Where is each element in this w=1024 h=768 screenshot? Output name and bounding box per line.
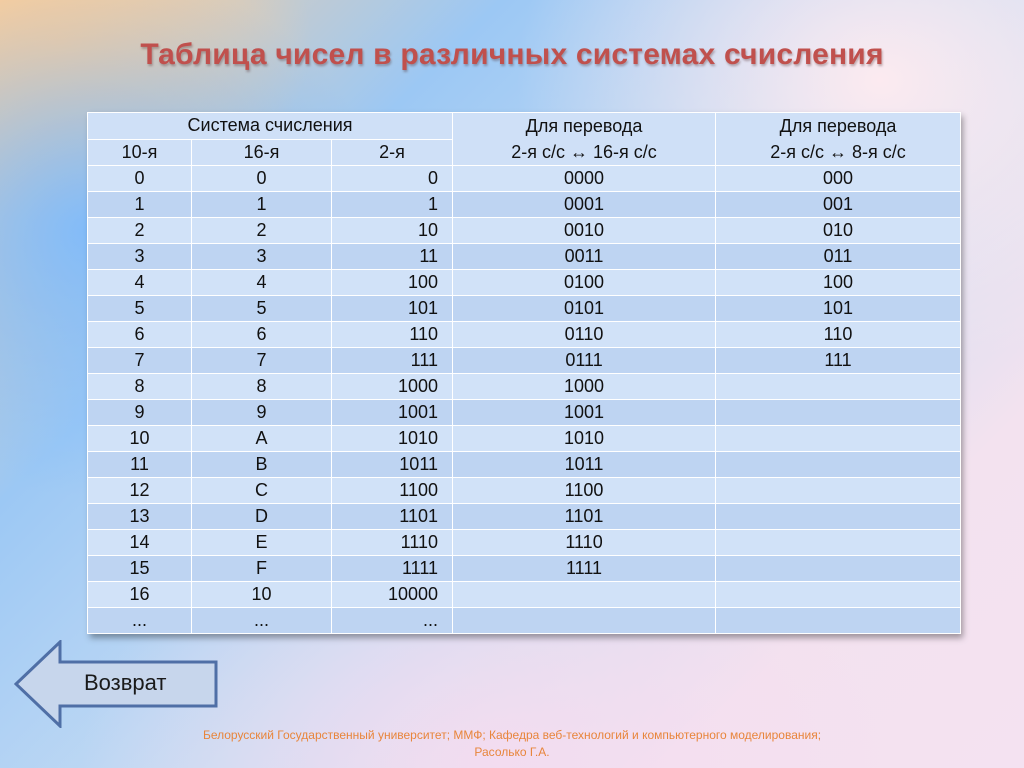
cell-decimal: 16 [88, 582, 192, 608]
cell-decimal: 14 [88, 530, 192, 556]
cell-hex: D [192, 504, 332, 530]
header-row-1 [88, 113, 961, 140]
cell-hex: 7 [192, 348, 332, 374]
cell-binary: 1000 [332, 374, 453, 400]
cell-binary: 1110 [332, 530, 453, 556]
cell-decimal: 15 [88, 556, 192, 582]
cell-decimal: 3 [88, 244, 192, 270]
header-col-decimal: 10-я [88, 139, 192, 166]
footer-line-1: Белорусский Государственный университет; ММФ; Кафедра веб-технологий и компьютерного моделирования; [202, 728, 822, 742]
cell-hex: F [192, 556, 332, 582]
cell-binary: 1101 [332, 504, 453, 530]
cell-binary: 10 [332, 218, 453, 244]
cell-binary: ... [332, 608, 453, 634]
cell-binary: 111 [332, 348, 453, 374]
cell-hex: ... [192, 608, 332, 634]
cell-hex: 6 [192, 322, 332, 348]
cell-decimal: 0 [88, 166, 192, 192]
cell-hex: E [192, 530, 332, 556]
cell-bin-oct-triad: 001 [716, 192, 961, 218]
cell-binary: 1 [332, 192, 453, 218]
table-row [88, 530, 961, 556]
back-button[interactable] [14, 640, 218, 728]
cell-bin-hex-tetrad: 0001 [453, 192, 716, 218]
cell-hex: 8 [192, 374, 332, 400]
table-row [88, 348, 961, 374]
cell-hex: 4 [192, 270, 332, 296]
cell-decimal: 5 [88, 296, 192, 322]
cell-decimal: 9 [88, 400, 192, 426]
cell-decimal: 7 [88, 348, 192, 374]
header-conv-bin-oct [716, 113, 961, 166]
cell-decimal: 2 [88, 218, 192, 244]
table-row [88, 244, 961, 270]
cell-decimal: 8 [88, 374, 192, 400]
cell-hex: 9 [192, 400, 332, 426]
cell-binary: 1111 [332, 556, 453, 582]
cell-binary: 101 [332, 296, 453, 322]
header-number-system: Система счисления [88, 113, 453, 140]
cell-hex: B [192, 452, 332, 478]
header-col-binary: 2-я [332, 139, 453, 166]
header-col-hex: 16-я [192, 139, 332, 166]
cell-bin-oct-triad [716, 426, 961, 452]
cell-bin-hex-tetrad: 0100 [453, 270, 716, 296]
cell-bin-hex-tetrad: 1101 [453, 504, 716, 530]
cell-bin-oct-triad [716, 504, 961, 530]
footer-line-2: Расолько Г.А. [474, 745, 550, 759]
table-row [88, 504, 961, 530]
cell-bin-oct-triad: 100 [716, 270, 961, 296]
table-row [88, 166, 961, 192]
cell-binary: 100 [332, 270, 453, 296]
table-row [88, 608, 961, 634]
table-row [88, 556, 961, 582]
cell-bin-oct-triad: 111 [716, 348, 961, 374]
cell-bin-hex-tetrad [453, 608, 716, 634]
cell-bin-hex-tetrad: 0110 [453, 322, 716, 348]
cell-bin-hex-tetrad: 1001 [453, 400, 716, 426]
cell-bin-hex-tetrad: 1100 [453, 478, 716, 504]
cell-bin-oct-triad: 110 [716, 322, 961, 348]
back-button-label: Возврат [84, 670, 167, 695]
cell-bin-hex-tetrad: 0011 [453, 244, 716, 270]
table-row [88, 296, 961, 322]
cell-bin-oct-triad [716, 608, 961, 634]
cell-hex: 10 [192, 582, 332, 608]
cell-binary: 1001 [332, 400, 453, 426]
cell-bin-oct-triad [716, 400, 961, 426]
cell-binary: 1100 [332, 478, 453, 504]
table-row [88, 452, 961, 478]
cell-hex: C [192, 478, 332, 504]
cell-decimal: 12 [88, 478, 192, 504]
number-systems-table-container [87, 112, 960, 634]
cell-binary: 0 [332, 166, 453, 192]
cell-bin-hex-tetrad: 0101 [453, 296, 716, 322]
cell-decimal: 1 [88, 192, 192, 218]
header-conv-bin-oct-line2: 2-я с/с ↔ 8-я с/с [770, 142, 906, 162]
cell-hex: 3 [192, 244, 332, 270]
cell-bin-oct-triad [716, 556, 961, 582]
footer [0, 727, 1024, 761]
cell-bin-hex-tetrad: 1110 [453, 530, 716, 556]
cell-bin-hex-tetrad: 0111 [453, 348, 716, 374]
cell-bin-oct-triad: 101 [716, 296, 961, 322]
cell-hex: 5 [192, 296, 332, 322]
table-row [88, 322, 961, 348]
cell-bin-oct-triad [716, 582, 961, 608]
cell-bin-oct-triad [716, 530, 961, 556]
cell-bin-hex-tetrad: 0010 [453, 218, 716, 244]
cell-decimal: 11 [88, 452, 192, 478]
table-row [88, 426, 961, 452]
cell-bin-oct-triad: 011 [716, 244, 961, 270]
cell-bin-hex-tetrad: 0000 [453, 166, 716, 192]
number-systems-table [87, 112, 961, 634]
table-row [88, 478, 961, 504]
cell-binary: 1011 [332, 452, 453, 478]
table-row [88, 218, 961, 244]
header-conv-bin-hex [453, 113, 716, 166]
cell-bin-hex-tetrad [453, 582, 716, 608]
table-row [88, 270, 961, 296]
table-row [88, 192, 961, 218]
cell-bin-hex-tetrad: 1000 [453, 374, 716, 400]
cell-decimal: 4 [88, 270, 192, 296]
cell-bin-hex-tetrad: 1111 [453, 556, 716, 582]
cell-binary: 110 [332, 322, 453, 348]
cell-decimal: ... [88, 608, 192, 634]
cell-hex: 1 [192, 192, 332, 218]
header-conv-bin-oct-line1: Для перевода [779, 116, 897, 136]
cell-binary: 11 [332, 244, 453, 270]
cell-hex: A [192, 426, 332, 452]
cell-binary: 1010 [332, 426, 453, 452]
table-row [88, 582, 961, 608]
page-title: Таблица чисел в различных системах счисления [140, 38, 884, 71]
table-row [88, 400, 961, 426]
cell-hex: 0 [192, 166, 332, 192]
cell-bin-oct-triad: 000 [716, 166, 961, 192]
cell-decimal: 13 [88, 504, 192, 530]
table-row [88, 374, 961, 400]
cell-bin-hex-tetrad: 1010 [453, 426, 716, 452]
cell-decimal: 6 [88, 322, 192, 348]
cell-binary: 10000 [332, 582, 453, 608]
cell-hex: 2 [192, 218, 332, 244]
cell-bin-oct-triad [716, 374, 961, 400]
cell-bin-oct-triad [716, 478, 961, 504]
cell-bin-hex-tetrad: 1011 [453, 452, 716, 478]
header-conv-bin-hex-line2: 2-я с/с ↔ 16-я с/с [511, 142, 657, 162]
cell-bin-oct-triad: 010 [716, 218, 961, 244]
header-conv-bin-hex-line1: Для перевода [525, 116, 643, 136]
cell-bin-oct-triad [716, 452, 961, 478]
cell-decimal: 10 [88, 426, 192, 452]
